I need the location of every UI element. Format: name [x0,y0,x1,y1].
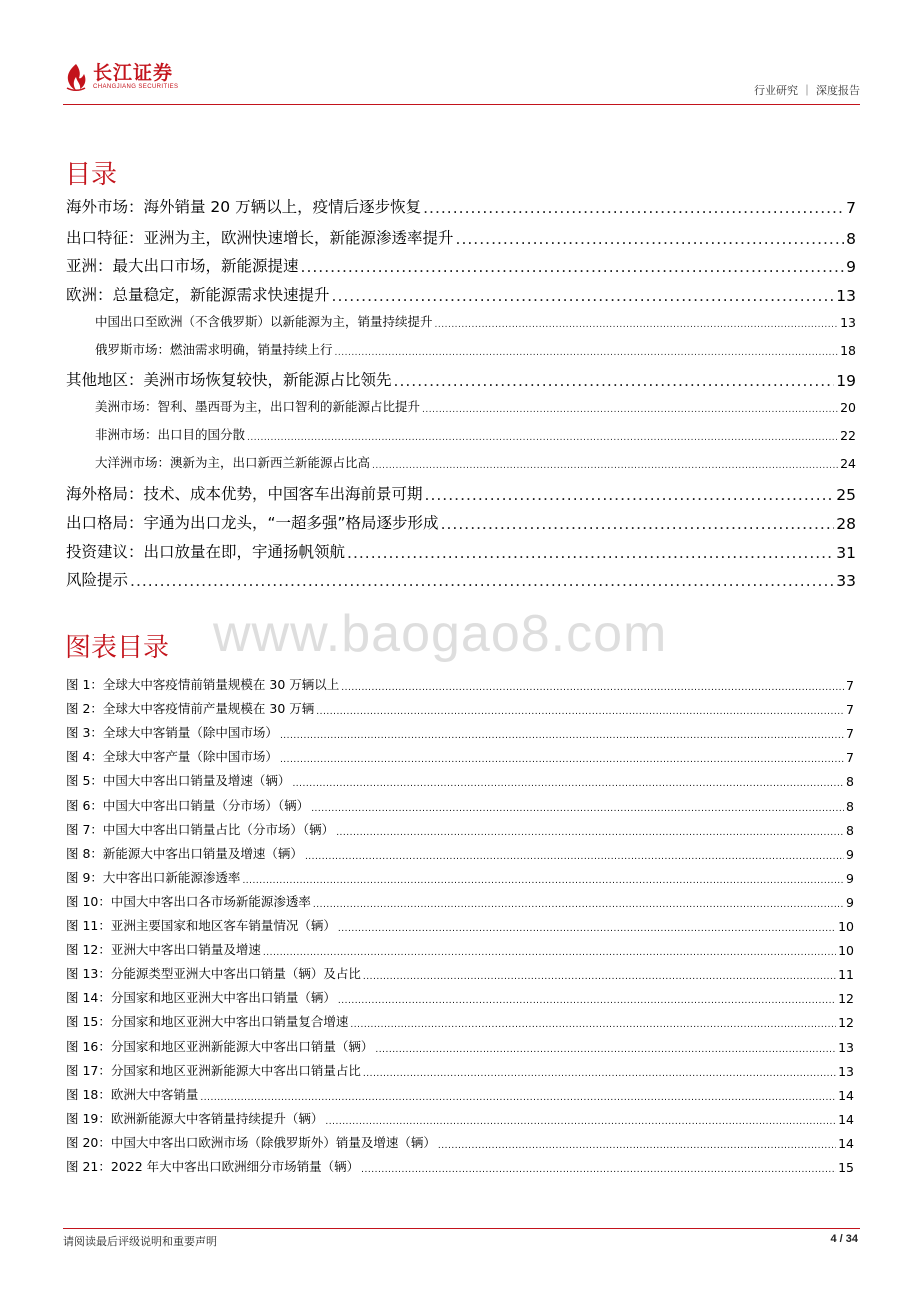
figure-entry-page: 9 [846,894,854,910]
toc-entry[interactable] [66,511,856,533]
toc-dot-leader [425,486,835,504]
figure-entry[interactable] [66,916,854,934]
figure-entry-title: 图 9：大中客出口新能源渗透率 [66,869,241,885]
figure-dot-leader [375,1045,836,1055]
toc-dot-leader [423,199,844,217]
figure-dot-leader [316,707,844,717]
toc-dot-leader [394,372,835,390]
figure-entry-page: 15 [838,1160,854,1175]
figure-entry[interactable] [66,1012,854,1030]
figure-entry-page: 10 [838,919,854,934]
figure-entry[interactable] [66,988,854,1006]
figure-entry-title: 图 11：亚洲主要国家和地区客车销量情况（辆） [66,918,336,933]
figure-entry[interactable] [66,1133,854,1151]
figure-entry-page: 10 [838,943,854,959]
logo-english-name: CHANGJIANG SECURITIES [93,84,179,90]
figure-entry[interactable] [66,892,854,910]
figure-entry-title: 图 7：中国大中客出口销量占比（分市场）（辆） [66,821,335,837]
toc-dot-leader [332,287,835,305]
toc-dot-leader [301,258,845,276]
toc-dot-leader [347,544,834,562]
figure-entry[interactable] [66,868,854,886]
figure-entry-page: 12 [838,1015,854,1031]
figure-entry[interactable] [66,1061,854,1079]
figure-entry-title: 图 16：分国家和地区亚洲新能源大中客出口销量（辆） [66,1038,374,1054]
figure-dot-leader [350,1020,836,1030]
toc-entry[interactable] [95,425,856,443]
toc-entry-title: 大洋洲市场：澳新为主，出口新西兰新能源占比高 [95,455,371,470]
figure-dot-leader [313,900,844,910]
logo-flame-icon [63,62,89,92]
toc-entry-page: 9 [846,258,856,276]
figure-entry-title: 图 6：中国大中客出口销量（分市场）（辆） [66,797,310,813]
toc-entry-page: 13 [840,315,856,330]
toc-entry-page: 28 [836,515,856,533]
toc-dot-leader [441,515,835,533]
figure-entry-title: 图 10：中国大中客出口各市场新能源渗透率 [66,893,311,909]
figure-entry-title: 图 1：全球大中客疫情前销量规模在 30 万辆以上 [66,677,340,692]
figure-dot-leader [338,924,836,934]
figure-list-title: 图表目录 [65,633,170,663]
figure-entry-page: 9 [846,846,854,862]
toc-entry[interactable] [95,340,856,358]
toc-entry[interactable] [66,226,856,248]
figure-entry-page: 7 [846,702,854,718]
report-type-label: 行业研究 ｜ 深度报告 [754,84,860,97]
toc-entry[interactable] [66,283,856,305]
figure-entry-title: 图 3：全球大中客销量（除中国市场） [66,725,278,741]
figure-entry-page: 7 [846,678,854,693]
toc-entry[interactable] [95,312,856,330]
figure-entry[interactable] [66,1037,854,1055]
toc-dot-leader [247,433,838,443]
toc-entry-title: 其他地区：美洲市场恢复较快，新能源占比领先 [66,371,392,389]
toc-entry-title: 非洲市场：出口目的国分散 [95,427,246,442]
toc-entry-page: 22 [840,428,856,443]
figure-entry-page: 13 [838,1039,854,1055]
figure-entry-page: 8 [846,798,854,814]
toc-entry-page: 13 [836,287,856,305]
figure-entry[interactable] [66,699,854,717]
watermark: www.baogao8.com [213,605,668,663]
toc-entry[interactable] [66,568,856,590]
toc-entry-title: 出口特征：亚洲为主，欧洲快速增长，新能源渗透率提升 [66,229,454,247]
figure-dot-leader [292,779,844,789]
figure-entry[interactable] [66,964,854,982]
toc-entry-page: 19 [836,372,856,390]
figure-entry-page: 8 [846,774,854,790]
figure-dot-leader [311,804,844,814]
figure-entry-page: 7 [846,726,854,742]
figure-entry[interactable] [66,1109,854,1127]
figure-entry[interactable] [66,796,854,814]
toc-dot-leader [372,461,838,471]
toc-dot-leader [422,405,838,415]
figure-entry[interactable] [66,723,854,741]
figure-entry-page: 14 [838,1087,854,1103]
figure-entry[interactable] [66,940,854,958]
figure-entry-title: 图 12：亚洲大中客出口销量及增速 [66,942,261,958]
page-header [63,62,860,104]
figure-entry-title: 图 4：全球大中客产量（除中国市场） [66,749,278,765]
toc-entry-page: 31 [836,544,856,562]
toc-entry-page: 25 [836,486,856,504]
figure-entry-page: 13 [838,1063,854,1079]
toc-title: 目录 [65,160,118,190]
toc-entry-title: 俄罗斯市场：燃油需求明确，销量持续上行 [95,342,333,357]
figure-entry-page: 7 [846,750,854,766]
figure-entry-page: 14 [838,1111,854,1127]
figure-entry-page: 12 [838,991,854,1007]
figure-entry-title: 图 5：中国大中客出口销量及增速（辆） [66,773,291,789]
figure-entry-page: 11 [838,967,854,983]
toc-entry[interactable] [95,453,856,471]
toc-entry[interactable] [95,397,856,415]
toc-dot-leader [435,320,839,330]
figure-dot-leader [341,683,844,693]
figure-entry-page: 9 [846,870,854,886]
figure-entry-page: 14 [838,1135,854,1151]
figure-dot-leader [325,1117,836,1127]
figure-entry-title: 图 21：2022 年大中客出口欧洲细分市场销量（辆） [66,1159,360,1174]
toc-dot-leader [335,348,839,358]
toc-entry-page: 8 [846,230,856,248]
toc-entry-page: 18 [840,343,856,358]
toc-entry-title: 投资建议：出口放量在即，宇通扬帆领航 [66,543,346,561]
header-divider [63,104,860,105]
figure-entry[interactable] [66,771,854,789]
toc-dot-leader [456,230,845,248]
figure-dot-leader [361,1165,836,1175]
figure-entry-title: 图 8：新能源大中客出口销量及增速（辆） [66,845,303,861]
figure-entry[interactable] [66,675,854,693]
figure-dot-leader [363,1069,836,1079]
toc-entry[interactable] [66,368,856,390]
toc-entry-title: 海外格局：技术、成本优势，中国客车出海前景可期 [66,485,423,503]
toc-entry-title: 亚洲：最大出口市场，新能源提速 [66,257,299,275]
figure-entry[interactable] [66,747,854,765]
toc-entry-page: 7 [846,199,856,217]
figure-entry[interactable] [66,1085,854,1103]
figure-dot-leader [363,972,836,982]
toc-entry[interactable] [66,540,856,562]
company-logo [63,62,178,92]
footer-divider [63,1228,860,1229]
toc-entry-title: 中国出口至欧洲（不含俄罗斯）以新能源为主，销量持续提升 [95,314,433,329]
toc-dot-leader [130,572,834,590]
figure-entry-title: 图 20：中国大中客出口欧洲市场（除俄罗斯外）销量及增速（辆） [66,1134,436,1150]
figure-dot-leader [305,852,844,862]
toc-entry-title: 风险提示 [66,571,129,589]
figure-dot-leader [263,948,836,958]
figure-entry[interactable] [66,820,854,838]
figure-entry-title: 图 19：欧洲新能源大中客销量持续提升（辆） [66,1110,324,1126]
toc-entry-title: 海外市场：海外销量 20 万辆以上，疫情后逐步恢复 [66,198,422,216]
figure-entry-title: 图 18：欧洲大中客销量 [66,1086,199,1102]
page-number: 4 / 34 [830,1233,858,1245]
figure-entry[interactable] [66,844,854,862]
logo-chinese-name: 长江证券 [93,62,174,84]
toc-entry-title: 欧洲：总量稳定，新能源需求快速提升 [66,286,330,304]
toc-entry-title: 出口格局：宇通为出口龙头，“一超多强”格局逐步形成 [66,514,439,532]
figure-entry-title: 图 15：分国家和地区亚洲大中客出口销量复合增速 [66,1014,349,1030]
toc-entry-page: 20 [840,400,856,415]
toc-entry-title: 美洲市场：智利、墨西哥为主，出口智利的新能源占比提升 [95,399,421,414]
figure-entry-title: 图 17：分国家和地区亚洲新能源大中客出口销量占比 [66,1062,361,1078]
figure-entry-title: 图 13：分能源类型亚洲大中客出口销量（辆）及占比 [66,966,361,982]
footer-disclaimer: 请阅读最后评级说明和重要声明 [63,1235,217,1248]
figure-dot-leader [338,996,836,1006]
figure-dot-leader [200,1093,836,1103]
figure-entry-title: 图 14：分国家和地区亚洲大中客出口销量（辆） [66,990,336,1006]
figure-entry-page: 8 [846,822,854,838]
toc-entry-page: 24 [840,456,856,471]
figure-dot-leader [280,731,844,741]
toc-entry[interactable] [66,482,856,504]
toc-entry-page: 33 [836,572,856,590]
figure-entry-title: 图 2：全球大中客疫情前产量规模在 30 万辆 [66,701,315,717]
figure-entry[interactable] [66,1157,854,1175]
figure-dot-leader [438,1141,836,1151]
figure-dot-leader [336,828,844,838]
toc-entry[interactable] [66,254,856,276]
toc-entry[interactable] [66,195,856,217]
figure-dot-leader [242,876,844,886]
figure-dot-leader [280,755,844,765]
